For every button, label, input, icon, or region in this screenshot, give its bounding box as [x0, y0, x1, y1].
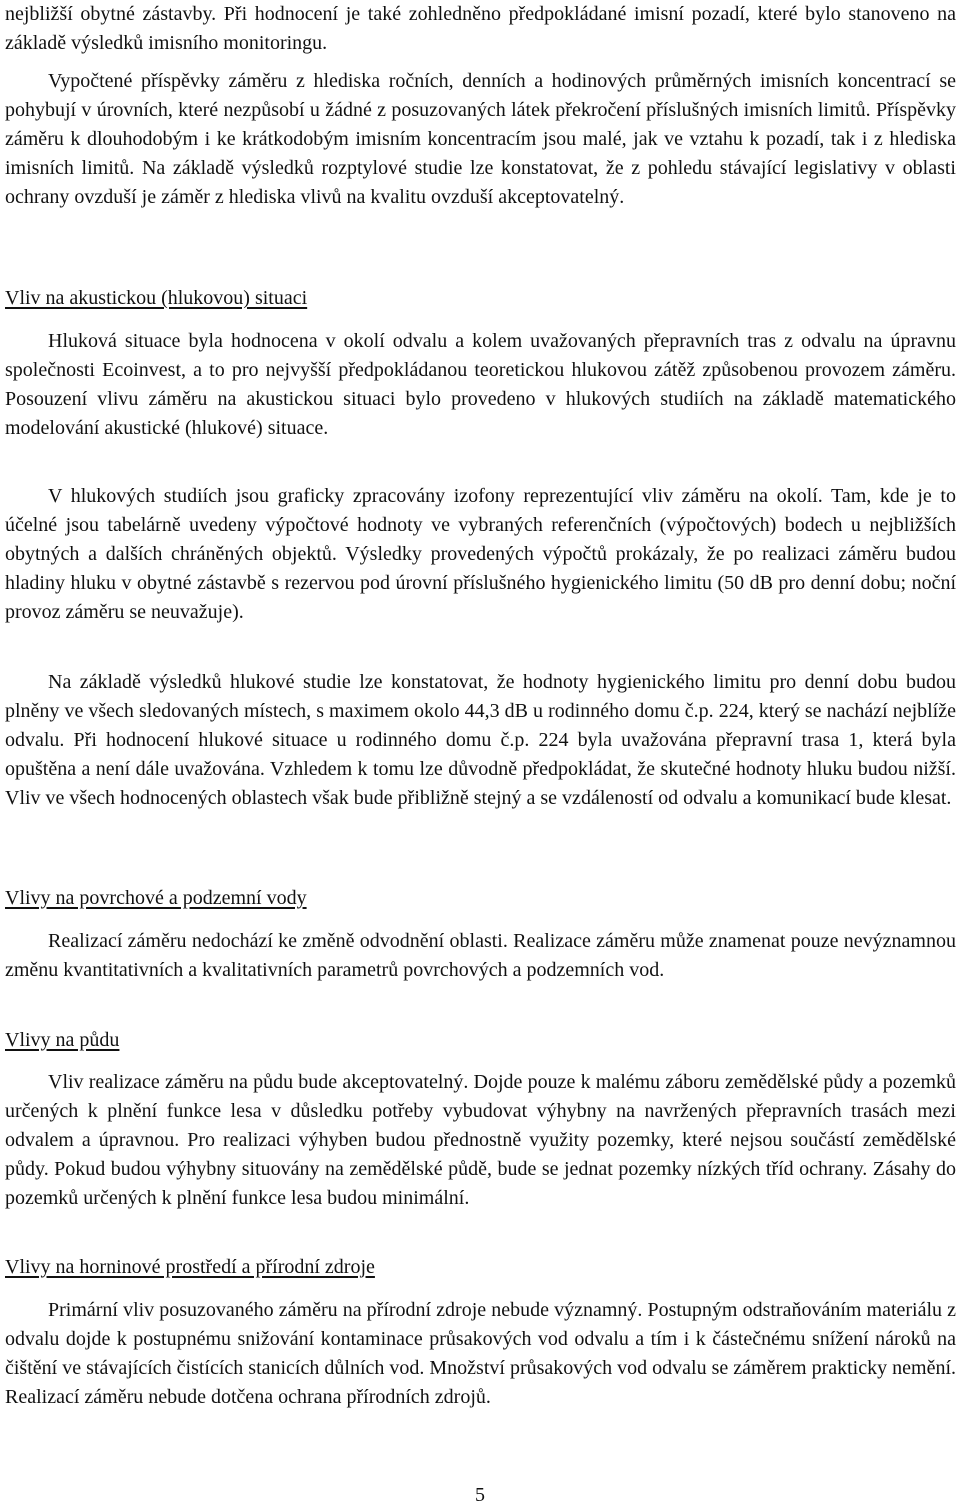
paragraph-water: Realizací záměru nedochází ke změně odvodnění oblasti. Realizace záměru může znamenat pouze nevýznamnou změnu kvantitativních a kvalitativních parametrů povrchových a podzemních vod.: [5, 930, 956, 981]
page-number: 5: [475, 1484, 485, 1506]
paragraph-emission-results: Vypočtené příspěvky záměru z hlediska ročních, denních a hodinových průměrných imisních koncentrací se pohybují v úrovních, které nezpůsobí u žádné z posuzovaných látek překročení příslušných imisních limitů. Příspěvky záměru k dlouhodobým i ke krátkodobým imisním koncentracím jsou malé, jak ve vztahu k pozadí, tak i z hlediska imisních limitů. Na základě výsledků rozptylové studie lze konstatovat, že z pohledu stávající legislativy v oblasti ochrany ovzduší je záměr z hlediska vlivů na kvalitu ovzduší akceptovatelný.: [5, 70, 956, 208]
paragraph-noise-conclusion: Na základě výsledků hlukové studie lze konstatovat, že hodnoty hygienického limitu pro denní dobu budou plněny ve všech sledovaných místech, s maximem okolo 44,3 dB u rodinného domu č.p. 224, který se nachází nejblíže odvalu. Při hodnocení hlukové situace u rodinného domu č.p. 224 byla uvažována přepravní trasa 1, která byla opuštěna a není dále uvažována. Vzhledem k tomu lze důvodně předpokládat, že skutečné hodnoty hluku budou nižší. Vliv ve všech hodnocených oblastech však bude přibližně stejný a se vzdáleností od odvalu a komunikací bude klesat.: [5, 671, 956, 809]
section-heading-soil: Vlivy na půdu: [5, 1029, 120, 1051]
paragraph-rock-resources: Primární vliv posuzovaného záměru na přírodní zdroje nebude významný. Postupným odstraňováním materiálu z odvalu dojde k postupnému snižování kontaminace průsakových vod odvalu a tím i k částečnému snížení nároků na čištění ve stávajících čistících stanicích důlních vod. Množství průsakových vod odvalu se záměrem prakticky nemění. Realizací záměru nebude dotčena ochrana přírodních zdrojů.: [5, 1299, 956, 1408]
paragraph-continuation: nejbližší obytné zástavby. Při hodnocení je také zohledněno předpokládané imisní pozadí, které bylo stanoveno na základě výsledků imisního monitoringu.: [5, 3, 956, 54]
section-heading-noise: Vliv na akustickou (hlukovou) situaci: [5, 287, 308, 309]
section-heading-rock-resources: Vlivy na horninové prostředí a přírodní zdroje: [5, 1256, 375, 1278]
paragraph-soil: Vliv realizace záměru na půdu bude akceptovatelný. Dojde pouze k malému záboru zemědělské půdy a pozemků určených k plnění funkce lesa v důsledku potřeby vybudovat výhybny na navržených přepravních trasách mezi odvalem a úpravnou. Pro realizaci výhyben budou přednostně využity pozemky, které nejsou součástí zemědělské půdy. Pokud budou výhybny situovány na zemědělské půdě, bude se jednat pozemky nízkých tříd ochrany. Zásahy do pozemků určených k plnění funkce lesa budou minimální.: [5, 1071, 956, 1209]
section-heading-water: Vlivy na povrchové a podzemní vody: [5, 887, 307, 909]
paragraph-noise-assessment: Hluková situace byla hodnocena v okolí odvalu a kolem uvažovaných přepravních tras z odvalu na úpravnu společnosti Ecoinvest, a to pro nejvyšší předpokládanou teoretickou hlukovou zátěž způsobenou provozem záměru. Posouzení vlivu záměru na akustickou situaci bylo provedeno v hlukových studiích na základě matematického modelování akustické (hlukové) situace.: [5, 330, 956, 439]
paragraph-noise-studies: V hlukových studiích jsou graficky zpracovány izofony reprezentující vliv záměru na okolí. Tam, kde je to účelné jsou tabelárně uvedeny výpočtové hodnoty ve vybraných referenčních (výpočtových) bodech u nejbližších obytných a dalších chráněných objektů. Výsledky provedených výpočtů prokázaly, že po realizaci záměru budou hladiny hluku v obytné zástavbě s rezervou pod úrovní příslušného hygienického limitu (50 dB pro denní dobu; noční provoz záměru se neuvažuje).: [5, 485, 956, 623]
